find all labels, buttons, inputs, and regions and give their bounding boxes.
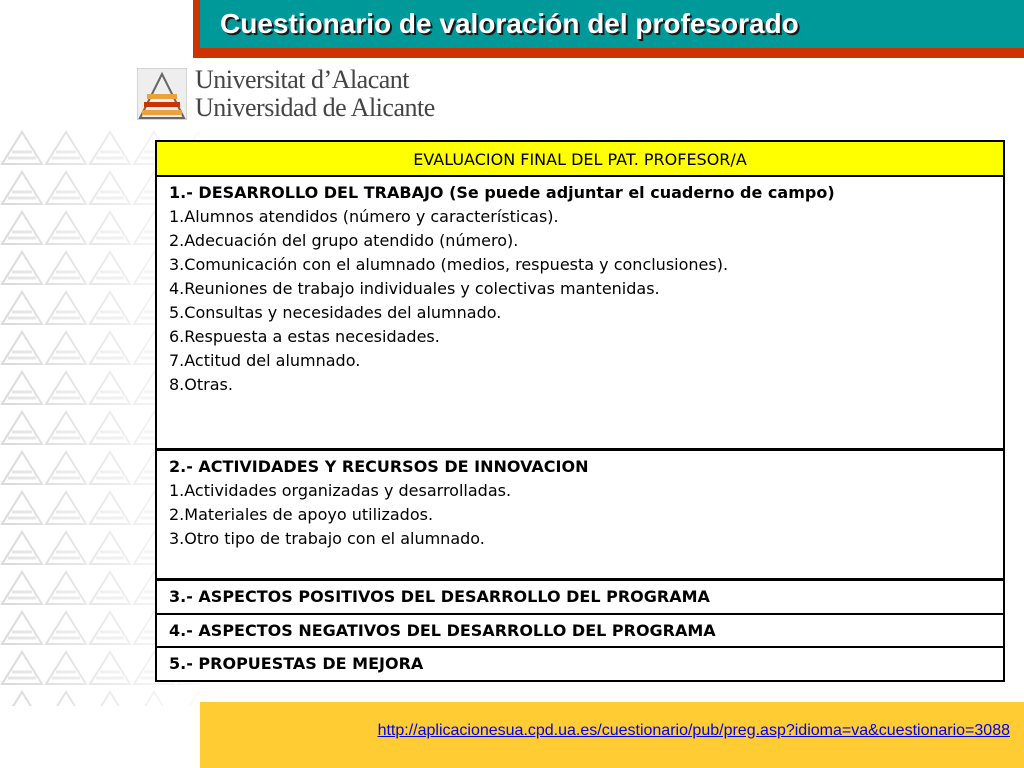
section-5-title: 5.- PROPUESTAS DE MEJORA xyxy=(169,654,424,673)
section-1-item: 5.Consultas y necesidades del alumnado. xyxy=(169,303,502,322)
section-1-title: 1.- DESARROLLO DEL TRABAJO (Se puede adjuntar el cuaderno de campo) xyxy=(169,183,835,202)
section-1-item: 8.Otras. xyxy=(169,375,233,394)
section-5 xyxy=(157,648,1003,680)
section-1-item: 7.Actitud del alumnado. xyxy=(169,351,361,370)
section-1-item: 2.Adecuación del grupo atendido (número). xyxy=(169,231,519,250)
questionnaire-link[interactable]: http://aplicacionesua.cpd.ua.es/cuestionario/pub/preg.asp?idioma=va&cuestionario=3088 xyxy=(377,722,1010,739)
section-2-item: 2.Materiales de apoyo utilizados. xyxy=(169,505,434,524)
section-2 xyxy=(157,451,1003,581)
table-header xyxy=(157,142,1003,177)
section-2-item: 1.Actividades organizadas y desarrolladas. xyxy=(169,481,512,500)
section-2-title: 2.- ACTIVIDADES Y RECURSOS DE INNOVACION xyxy=(169,457,589,476)
section-1-item: 1.Alumnos atendidos (número y características). xyxy=(169,207,559,226)
evaluation-table xyxy=(155,140,1005,682)
section-2-item: 3.Otro tipo de trabajo con el alumnado. xyxy=(169,529,485,548)
section-4-title: 4.- ASPECTOS NEGATIVOS DEL DESARROLLO DEL PROGRAMA xyxy=(169,621,716,640)
section-1-item: 4.Reuniones de trabajo individuales y colectivas mantenidas. xyxy=(169,279,660,298)
header-white-area xyxy=(0,0,193,58)
university-name-valencian: Universitat d’Alacant xyxy=(195,65,410,94)
section-3 xyxy=(157,581,1003,615)
footer-bar xyxy=(200,702,1024,768)
university-shield-icon xyxy=(137,68,187,120)
university-logo xyxy=(137,66,437,122)
section-3-title: 3.- ASPECTOS POSITIVOS DEL DESARROLLO DEL PROGRAMA xyxy=(169,587,710,606)
page-title: Cuestionario de valoración del profesorado xyxy=(220,8,799,39)
university-name-spanish: Universidad de Alicante xyxy=(195,93,435,122)
section-1-item: 3.Comunicación con el alumnado (medios, respuesta y conclusiones). xyxy=(169,255,729,274)
section-4 xyxy=(157,615,1003,648)
university-name xyxy=(195,66,435,122)
section-1 xyxy=(157,177,1003,451)
section-1-item: 6.Respuesta a estas necesidades. xyxy=(169,327,440,346)
table-header-text: EVALUACION FINAL DEL PAT. PROFESOR/A xyxy=(413,150,747,169)
header-bottom-band xyxy=(193,48,1024,58)
